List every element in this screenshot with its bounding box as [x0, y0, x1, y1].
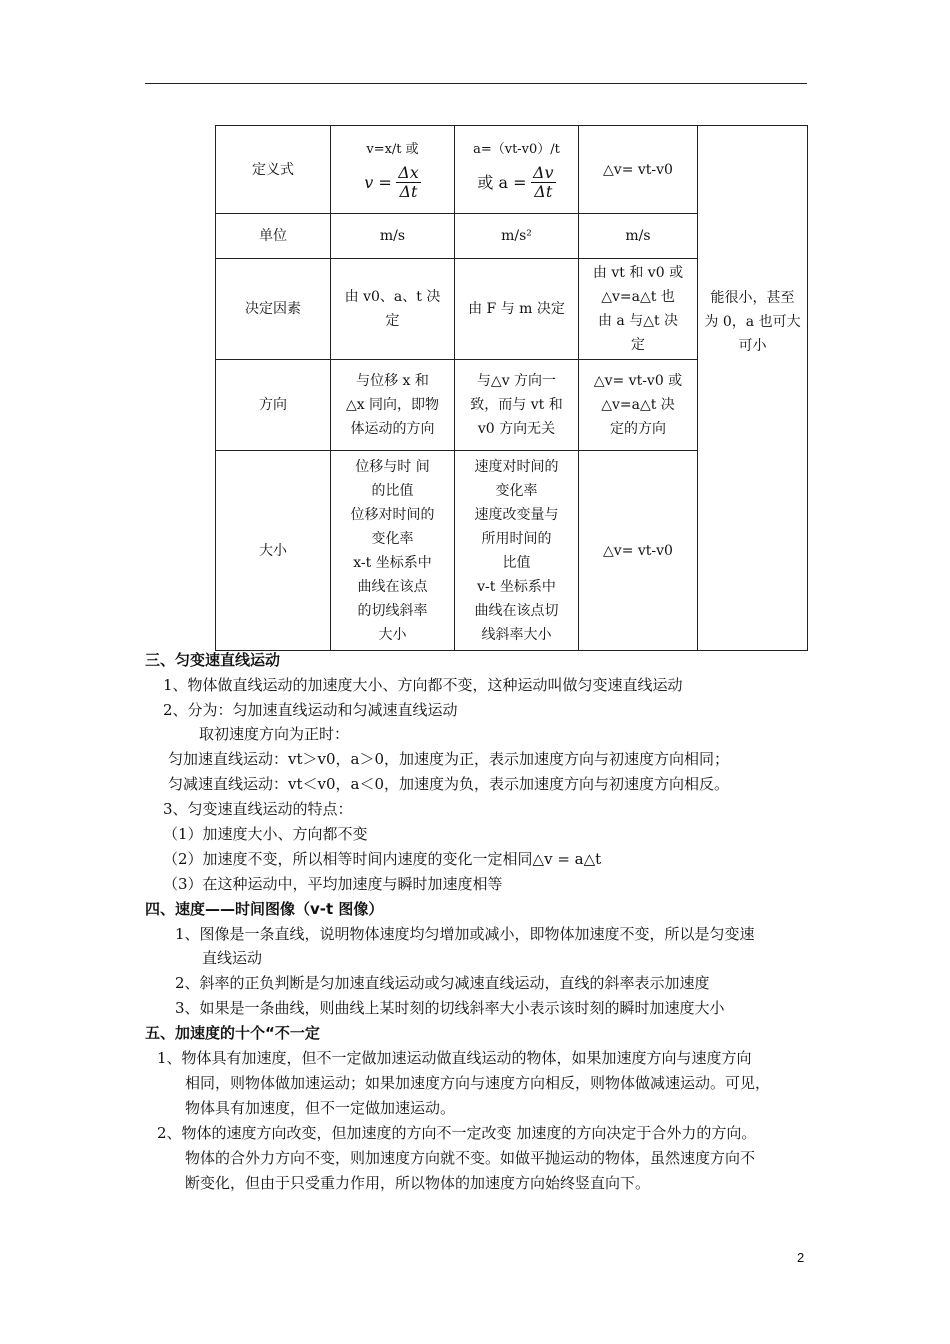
cell: 与位移 x 和 △x 同向，即物 体运动的方向 — [331, 360, 455, 451]
cell: 由 vt 和 v0 或 △v=a△t 也 由 a 与△t 决 定 — [579, 259, 698, 360]
text-line: 取初速度方向为正时： — [199, 725, 350, 743]
section-heading: 四、速度——时间图像（v-t 图像） — [145, 900, 384, 918]
cell: 由 v0、a、t 决 定 — [331, 259, 455, 360]
section-heading: 五、加速度的十个“不一定 — [145, 1024, 320, 1042]
velocity-definition: v=x/t 或 v = $\frac{\Delta x}{\Delta t}$ — [331, 126, 455, 214]
text-line: 2、物体的速度方向改变，但加速度的方向不一定改变 加速度的方向决定于合外力的方向。 — [157, 1124, 757, 1142]
cell: △v= vt-v0 — [579, 451, 698, 651]
velocity-lhs: v = — [364, 172, 392, 192]
cell: 位移与时 间 的比值 位移对时间的 变化率 x-t 坐标系中 曲线在该点 的切线斜率 大小 — [331, 451, 455, 651]
text-line: 物体的合外力方向不变，则加速度方向就不变。如做平抛运动的物体，虽然速度方向不 — [185, 1149, 756, 1167]
cell: 与△v 方向一 致，而与 vt 和 v0 方向无关 — [455, 360, 579, 451]
cell: 由 F 与 m 决定 — [455, 259, 579, 360]
acceleration-fraction: $\frac{\Delta v}{\Delta t}$ — [532, 163, 554, 201]
acceleration-definition: a=（vt-v0）/t 或 a = $\frac{\Delta v}{\Delta t}$ — [455, 126, 579, 214]
cell: 速度对时间的 变化率 速度改变量与 所用时间的 比值 v-t 坐标系中 曲线在该点切 线斜率大小 — [455, 451, 579, 651]
text-line: 2、分为：匀加速直线运动和匀减速直线运动 — [163, 701, 458, 719]
text-line: 1、物体做直线运动的加速度大小、方向都不变，这种运动叫做匀变速直线运动 — [163, 676, 683, 694]
text-line: （1）加速度大小、方向都不变 — [163, 825, 368, 843]
text-line: （3）在这种运动中，平均加速度与瞬时加速度相等 — [163, 875, 503, 893]
text-line: 2、斜率的正负判断是匀加速直线运动或匀减速直线运动，直线的斜率表示加速度 — [175, 974, 710, 992]
cell: m/s — [331, 214, 455, 259]
acceleration-lhs: 或 a = — [477, 172, 527, 192]
page-number: 2 — [797, 1250, 805, 1265]
table-row — [216, 126, 808, 214]
row-label: 单位 — [216, 214, 331, 259]
text-line: 匀减速直线运动：vt＜v0，a＜0，加速度为负，表示加速度方向与初速度方向相反。 — [168, 775, 730, 793]
side-note-cell: 能很小，甚至 为 0，a 也可大 可小 — [698, 126, 808, 651]
text-line: 直线运动 — [202, 949, 263, 967]
text-line: 断变化，但由于只受重力作用，所以物体的加速度方向始终竖直向下。 — [185, 1174, 651, 1192]
text-line: 1、物体具有加速度，但不一定做加速运动做直线运动的物体，如果加速度方向与速度方向 — [157, 1049, 752, 1067]
row-label: 决定因素 — [216, 259, 331, 360]
row-label: 大小 — [216, 451, 331, 651]
text-line: 相同，则物体做加速运动；如果加速度方向与速度方向相反，则物体做减速运动。可见， — [185, 1074, 771, 1092]
velocity-fraction: $\frac{\Delta x}{\Delta t}$ — [398, 163, 419, 201]
text-line: 3、匀变速直线运动的特点： — [163, 800, 353, 818]
delta-v-definition: △v= vt-v0 — [579, 126, 698, 214]
text-line: 1、图像是一条直线，说明物体速度均匀增加或减小，即物体加速度不变，所以是匀变速 — [175, 925, 755, 943]
text-line: 物体具有加速度，但不一定做加速运动。 — [185, 1099, 456, 1117]
cell: m/s — [579, 214, 698, 259]
comparison-table — [215, 125, 808, 651]
section-heading: 三、匀变速直线运动 — [145, 651, 281, 669]
text-line: 3、如果是一条曲线，则曲线上某时刻的切线斜率大小表示该时刻的瞬时加速度大小 — [175, 999, 725, 1017]
row-label: 定义式 — [216, 126, 331, 214]
header-rule — [145, 83, 807, 84]
text-line: （2）加速度不变，所以相等时间内速度的变化一定相同△v = a△t — [163, 850, 602, 868]
cell: m/s² — [455, 214, 579, 259]
row-label: 方向 — [216, 360, 331, 451]
cell: △v= vt-v0 或 △v=a△t 决 定的方向 — [579, 360, 698, 451]
text-line: 匀加速直线运动：vt＞v0，a＞0，加速度为正，表示加速度方向与初速度方向相同； — [168, 750, 730, 768]
